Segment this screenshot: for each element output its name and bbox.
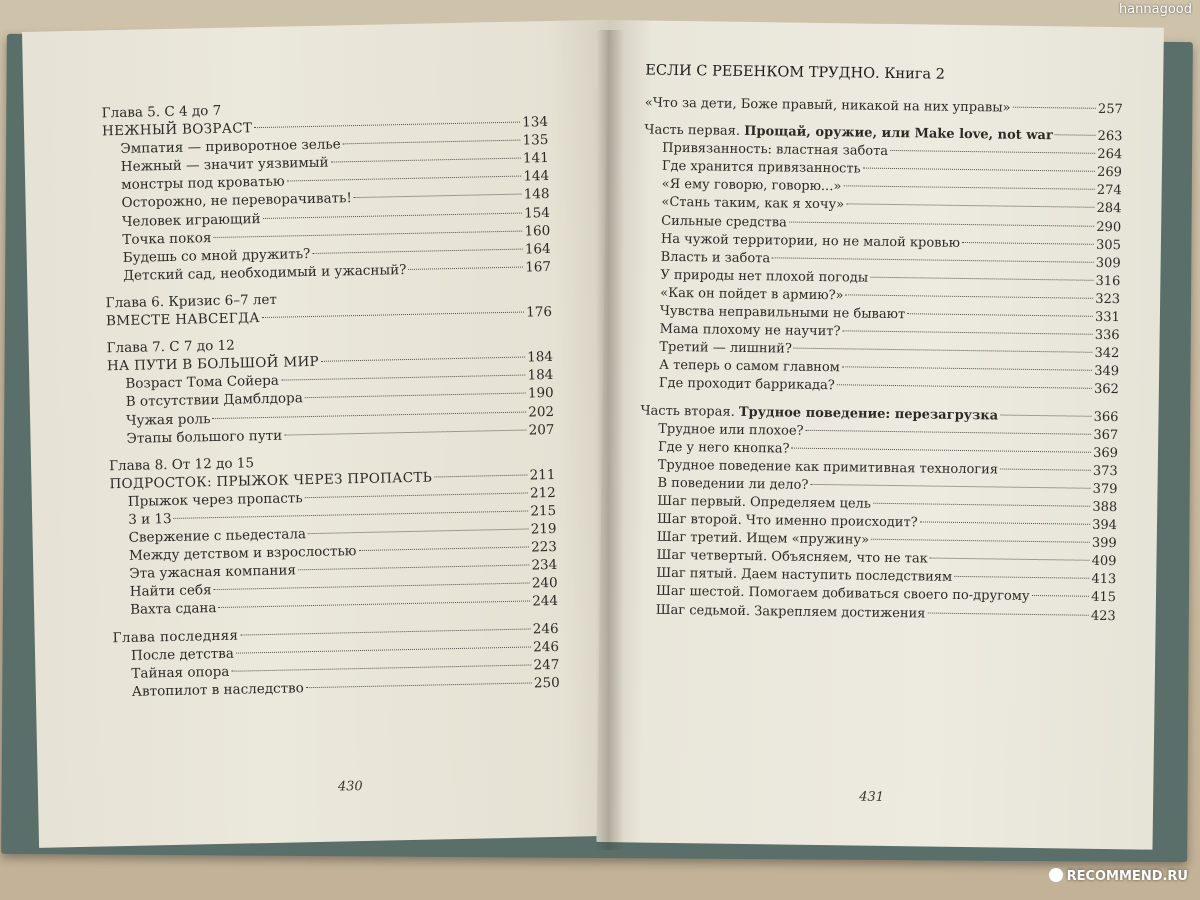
toc-page-number: 305 (1095, 237, 1122, 253)
toc-page-number: 284 (1096, 201, 1122, 217)
left-page (22, 20, 625, 848)
toc-entry-title: Глава 8. От 12 до 15 (108, 454, 255, 474)
toc-entry-title: Глава 7. С 7 до 12 (106, 337, 235, 357)
toc-page-number: 394 (1092, 517, 1118, 534)
leader-dots (331, 158, 521, 163)
leader-dots (843, 186, 1095, 191)
toc-entry-title: Осторожно, не переворачивать! (121, 190, 352, 212)
toc-page-number: 269 (1096, 165, 1123, 181)
toc-entry-title: Третий — лишний? (659, 339, 792, 357)
toc-entry-title: После детства (130, 645, 235, 664)
toc-entry-title: ВМЕСТЕ НАВСЕГДА (105, 310, 261, 330)
leader-dots (236, 646, 531, 653)
leader-dots (218, 601, 530, 609)
leader-dots (312, 248, 523, 253)
toc-page-number: 212 (529, 484, 556, 502)
part-title: Трудное поведение: перезагрузка (738, 404, 999, 423)
leader-dots (792, 447, 1092, 452)
leader-dots (890, 150, 1095, 154)
leader-dots (810, 484, 1090, 489)
toc-entry-title: Вахта сдана (129, 600, 217, 619)
leader-dots (358, 547, 529, 552)
leader-dots (213, 230, 522, 237)
toc-page-number: 184 (526, 349, 554, 366)
toc-page-number: 219 (530, 520, 557, 538)
book-title: ЕСЛИ С РЕБЕНКОМ ТРУДНО. Книга 2 (645, 62, 945, 83)
leader-dots (794, 348, 1093, 353)
part-title: Прощай, оружие, или Make love, not war (744, 124, 1053, 144)
toc-page-number: 234 (531, 557, 558, 574)
toc-page-number: 290 (1096, 219, 1122, 235)
leader-dots (354, 194, 522, 199)
toc-entry-title: Между детством и взрослостью (128, 543, 357, 565)
toc-page-number: 144 (523, 168, 550, 185)
toc-page-number: 202 (528, 403, 555, 420)
toc-page-number: 164 (524, 240, 551, 258)
toc-page-number: 309 (1095, 255, 1121, 271)
leader-dots (789, 221, 1095, 226)
toc-page-number: 167 (525, 258, 552, 276)
toc-entry-title: Шаг первый. Определяем цель (657, 493, 871, 512)
toc-entry-title: ПОДРОСТОК: ПРЫЖОК ЧЕРЕЗ ПРОПАСТЬ (109, 469, 433, 493)
toc-page-number: 366 (1093, 409, 1119, 425)
leader-dots (213, 583, 529, 591)
toc-entry-title: Трудное или плохое? (658, 421, 804, 439)
toc-page-number: 190 (527, 385, 554, 402)
leader-dots (930, 558, 1090, 561)
toc-entry-title: монстры под кроватью (121, 173, 285, 194)
left-toc (102, 95, 560, 701)
leader-dots (408, 266, 523, 269)
toc-entry-title: «Что за дети, Боже правый, никакой на них управы» (644, 95, 1011, 116)
toc-entry-title: Где хранится привязанность (661, 159, 861, 177)
toc-page-number: 176 (526, 303, 553, 321)
leader-dots (837, 385, 1092, 390)
leader-dots (174, 510, 529, 518)
toc-entry-title: Шаг второй. Что именно происходит? (656, 511, 918, 531)
leader-dots (873, 503, 1091, 507)
leader-dots (1000, 468, 1091, 470)
leader-dots (281, 375, 526, 381)
leader-dots (262, 312, 524, 318)
toc-page-number: 379 (1092, 481, 1118, 498)
leader-dots (842, 367, 1092, 371)
toc-entry-title: «Я ему говорю, говорю...» (661, 177, 842, 195)
toc-entry-title: Глава 6. Кризис 6–7 лет (105, 291, 278, 312)
toc-page-number: 274 (1096, 183, 1122, 199)
toc-entry-title: Шаг седьмой. Закрепляем достижения (655, 602, 926, 622)
leader-dots (262, 212, 522, 218)
toc-entry-title: Эмпатия — приворотное зелье (120, 136, 341, 158)
toc-page-number: 323 (1095, 291, 1121, 308)
toc-page-number: 373 (1092, 463, 1118, 479)
toc-page-number: 246 (533, 638, 560, 656)
leader-dots (434, 474, 528, 477)
leader-dots (962, 242, 1094, 245)
toc-page-number: 207 (528, 421, 555, 439)
leader-dots (284, 429, 527, 435)
toc-entry-title: НЕЖНЫЙ ВОЗРАСТ (101, 120, 253, 140)
toc-entry-title: Будешь со мной дружить? (122, 245, 311, 266)
toc-entry-title: Этапы большого пути (126, 427, 283, 447)
leader-dots (212, 411, 526, 419)
toc-page-number: 342 (1094, 346, 1120, 362)
toc-page-number: 349 (1094, 364, 1120, 380)
toc-entry-title: Шаг пятый. Даем наступить последствиям (656, 566, 953, 586)
leader-dots (308, 529, 529, 535)
toc-page-number: 423 (1090, 608, 1116, 624)
leader-dots (254, 122, 520, 129)
watermark-username: hannagood (1118, 2, 1192, 17)
toc-entry-title: Найти себя (129, 582, 212, 601)
toc-entry-title: Тайная опора (131, 663, 230, 682)
toc-entry-title: Нежный — значит уязвимый (120, 154, 329, 176)
leader-dots (806, 429, 1092, 434)
toc-entry-title: А теперь о самом главном (659, 358, 840, 376)
right-toc (638, 95, 1123, 626)
leader-dots (871, 539, 1090, 543)
leader-dots (231, 664, 531, 671)
toc-entry-title: «Стань таким, как я хочу» (661, 195, 845, 213)
leader-dots (240, 628, 531, 635)
toc-entry-title: Прыжок через пропасть (127, 490, 303, 510)
toc-entry-title: Привязанность: властная забота (662, 140, 889, 160)
leader-dots (298, 565, 530, 571)
toc-page-number: 141 (522, 150, 549, 167)
toc-entry-title: У природы нет плохой погоды (660, 267, 869, 286)
toc-page-number: 388 (1092, 499, 1118, 516)
toc-page-number: 263 (1097, 128, 1123, 145)
leader-dots (306, 682, 532, 688)
toc-entry-title: На чужой территории, но не малой кровью (660, 231, 961, 251)
toc-entry-title: Чужая роль (125, 410, 211, 429)
leader-dots (287, 176, 522, 182)
part-label: Часть первая. (644, 122, 745, 140)
toc-page-number: 316 (1095, 273, 1121, 290)
toc-entry-title: Шаг третий. Ищем «пружину» (656, 529, 870, 548)
leader-dots (256, 457, 553, 463)
leader-dots (907, 313, 1093, 317)
toc-entry-title: Человек играющий (121, 210, 261, 230)
leader-dots (1013, 107, 1096, 109)
toc-entry-title: Точка покоя (122, 229, 212, 248)
toc-page-number: 154 (523, 204, 551, 222)
leader-dots (223, 104, 545, 111)
leader-dots (846, 204, 1095, 208)
toc-entry-title: Где проходит баррикада? (658, 376, 835, 394)
leader-dots (927, 612, 1089, 615)
toc-page-number: 264 (1097, 147, 1123, 163)
toc-page-number: 148 (523, 186, 550, 203)
leader-dots (279, 294, 550, 300)
toc-entry-title: Эта ужасная компания (129, 562, 297, 583)
toc-entry-title: 3 и 13 (128, 510, 172, 528)
toc-page-number: 331 (1094, 309, 1120, 326)
toc-entry-title: Чувства неправильными не бывают (659, 303, 906, 323)
leader-dots (1032, 595, 1090, 597)
toc-entry-title: Сильные средства (661, 213, 787, 231)
toc-entry-title: Автопилот в наследство (131, 680, 304, 700)
recommend-logo-icon (1049, 868, 1063, 882)
toc-entry-title: Детский сад, необходимый и ужасный? (122, 261, 407, 284)
leader-dots (1055, 134, 1096, 136)
toc-page-number: 247 (533, 656, 560, 674)
leader-dots (920, 521, 1091, 524)
right-page-number: 431 (859, 789, 885, 805)
toc-entry-title: Трудное поведение как примитивная технология (657, 457, 999, 478)
toc-entry-title: НА ПУТИ В БОЛЬШОЙ МИР (106, 354, 320, 375)
toc-page-number: 399 (1091, 535, 1117, 552)
toc-entry-title: В поведении ли дело? (657, 475, 809, 493)
leader-dots (305, 393, 526, 399)
toc-page-number: 409 (1091, 554, 1117, 570)
toc-page-number: 244 (532, 593, 559, 610)
leader-dots (237, 339, 551, 346)
toc-entry-title: Глава последняя (112, 627, 239, 646)
leader-dots (321, 357, 525, 362)
toc-page-number: 160 (524, 222, 551, 240)
leader-dots (846, 294, 1094, 298)
part-label: Часть вторая. (640, 402, 740, 420)
leader-dots (305, 492, 528, 498)
toc-entry-title: В отсутствии Дамблдора (125, 390, 303, 411)
toc-entry-title: Глава 5. С 4 до 7 (101, 102, 222, 122)
toc-page-number: 336 (1094, 327, 1120, 344)
toc-page-number: 240 (531, 575, 558, 592)
toc-page-number: 415 (1091, 590, 1117, 606)
leader-dots (343, 140, 521, 145)
toc-entry-title: Где у него кнопка? (657, 439, 790, 457)
toc-page-number: 134 (522, 114, 549, 131)
toc-entry-title: Шаг четвертый. Объясняем, что не так (656, 547, 928, 567)
leader-dots (843, 330, 1093, 334)
toc-page-number: 246 (532, 620, 559, 637)
toc-entry-title: Мама плохому не научит? (659, 321, 841, 340)
toc-page-number: 362 (1093, 382, 1119, 398)
leader-dots (863, 168, 1095, 172)
toc-page-number: 257 (1097, 101, 1123, 118)
toc-entry-title: Возраст Тома Сойера (125, 373, 280, 393)
leader-dots (954, 576, 1089, 579)
toc-page-number: 211 (529, 466, 556, 484)
leader-dots (772, 257, 1094, 262)
toc-entry-title: Власть и забота (660, 249, 771, 267)
toc-page-number: 223 (530, 539, 558, 556)
toc-page-number: 369 (1093, 445, 1119, 461)
watermark-site-text: RECOMMEND.RU (1066, 869, 1188, 884)
right-page (597, 20, 1164, 850)
toc-page-number: 250 (533, 674, 560, 692)
toc-page-number: 413 (1091, 572, 1117, 588)
watermark-site (1049, 868, 1188, 884)
toc-entry-title: Шаг шестой. Помогаем добиваться своего по-другому (655, 584, 1030, 605)
toc-page-number: 215 (530, 502, 557, 520)
toc-page-number: 135 (522, 132, 549, 149)
toc-entry-title: «Как он пойдет в армию?» (660, 285, 844, 304)
toc-page-number: 184 (527, 367, 554, 384)
toc-entry-title: Свержение с пьедестала (128, 526, 307, 546)
leader-dots (870, 277, 1093, 281)
left-page-number: 430 (337, 779, 363, 795)
leader-dots (1000, 414, 1092, 416)
toc-page-number: 367 (1093, 427, 1119, 443)
